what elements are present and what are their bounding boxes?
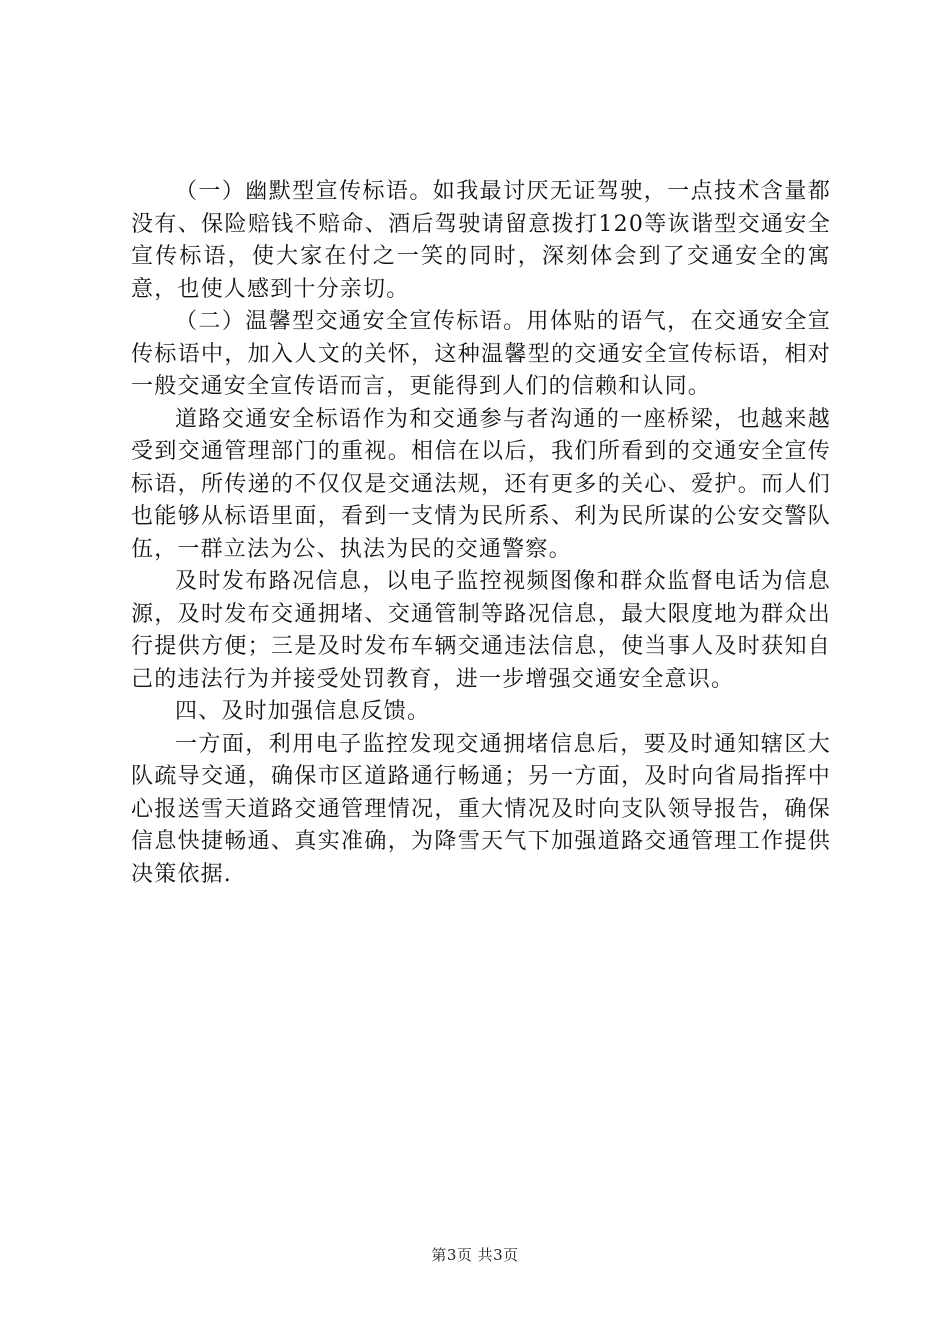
document-body — [131, 176, 831, 891]
paragraph-humorous-slogans: （一）幽默型宣传标语。如我最讨厌无证驾驶，一点技术含量都没有、保险赔钱不赔命、酒后驾驶请留意拨打120等诙谐型交通安全宣传标语，使大家在付之一笑的同时，深刻体会到了交通安全的寓意，也使人感到十分亲切。 — [131, 179, 831, 302]
paragraph-road-info: 及时发布路况信息，以电子监控视频图像和群众监督电话为信息源，及时发布交通拥堵、交通管制等路况信息，最大限度地为群众出行提供方便；三是及时发布车辆交通违法信息，使当事人及时获知自己的违法行为并接受处罚教育，进一步增强交通安全意识。 — [131, 569, 831, 692]
section-heading-feedback: 四、及时加强信息反馈。 — [175, 699, 431, 724]
paragraph-slogan-bridge: 道路交通安全标语作为和交通参与者沟通的一座桥梁，也越来越受到交通管理部门的重视。相信在以后，我们所看到的交通安全宣传标语，所传递的不仅仅是交通法规，还有更多的关心、爱护。而人们也能够从标语里面，看到一支情为民所系、利为民所谋的公安交警队伍，一群立法为公、执法为民的交通警察。 — [131, 406, 831, 562]
paragraph-warm-slogans: （二）温馨型交通安全宣传标语。用体贴的语气，在交通安全宣传标语中，加入人文的关怀，这种温馨型的交通安全宣传标语，相对一般交通安全宣传语而言，更能得到人们的信赖和认同。 — [131, 309, 831, 399]
page-footer: 第3页 共3页 — [431, 1246, 519, 1264]
paragraph-feedback: 一方面，利用电子监控发现交通拥堵信息后，要及时通知辖区大队疏导交通，确保市区道路通行畅通；另一方面，及时向省局指挥中心报送雪天道路交通管理情况，重大情况及时向支队领导报告，确保信息快捷畅通、真实准确，为降雪天气下加强道路交通管理工作提供决策依据. — [131, 731, 831, 887]
